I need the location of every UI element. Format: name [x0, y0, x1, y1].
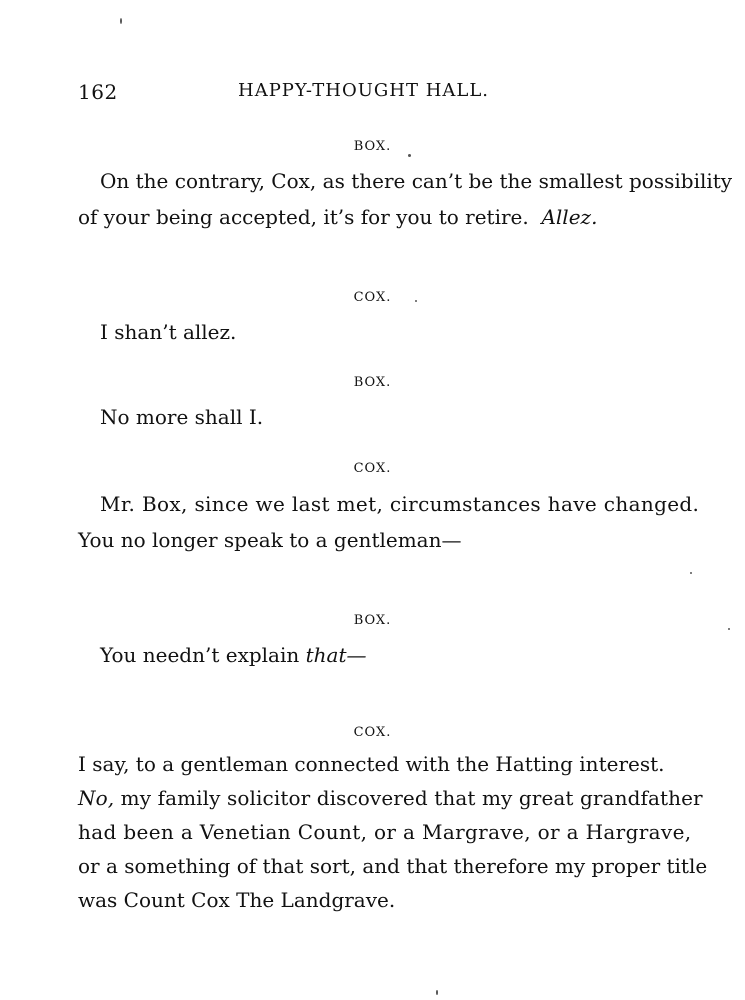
- speaker-name: BOX.: [353, 613, 392, 628]
- paper-speck: [436, 990, 438, 995]
- dialogue-line: No, my family solicitor discovered that my great grandfather: [78, 786, 703, 810]
- speaker-name: BOX.: [353, 139, 392, 154]
- page-header: [78, 80, 663, 104]
- paper-speck: [415, 300, 417, 302]
- speaker-name: COX.: [353, 461, 392, 476]
- page-number: 162: [78, 80, 118, 104]
- paper-speck: [408, 154, 411, 157]
- speaker-name: COX.: [353, 290, 392, 305]
- paper-speck: [120, 18, 122, 24]
- dialogue-line: I say, to a gentleman connected with the Hatting interest.: [78, 752, 665, 776]
- paper-speck: [728, 628, 730, 630]
- dialogue-line: You needn’t explain that—: [100, 643, 367, 667]
- dialogue-line: or a something of that sort, and that therefore my proper title: [78, 854, 708, 878]
- dialogue-line: You no longer speak to a gentleman—: [78, 528, 462, 552]
- speaker-name: COX.: [353, 725, 392, 740]
- speaker-name: BOX.: [353, 375, 392, 390]
- dialogue-line: of your being accepted, it’s for you to retire. Allez.: [78, 205, 598, 229]
- dialogue-line: On the contrary, Cox, as there can’t be the smallest possibility: [100, 169, 733, 193]
- dialogue-line: No more shall I.: [100, 405, 264, 429]
- dialogue-line: Mr. Box, since we last met, circumstances have changed.: [100, 492, 700, 516]
- dialogue-line: had been a Venetian Count, or a Margrave, or a Hargrave,: [78, 820, 692, 844]
- dialogue-line: I shan’t allez.: [100, 320, 237, 344]
- dialogue-line: was Count Cox The Landgrave.: [78, 888, 396, 912]
- paper-speck: [690, 572, 692, 574]
- running-title: HAPPY-THOUGHT HALL.: [238, 80, 490, 101]
